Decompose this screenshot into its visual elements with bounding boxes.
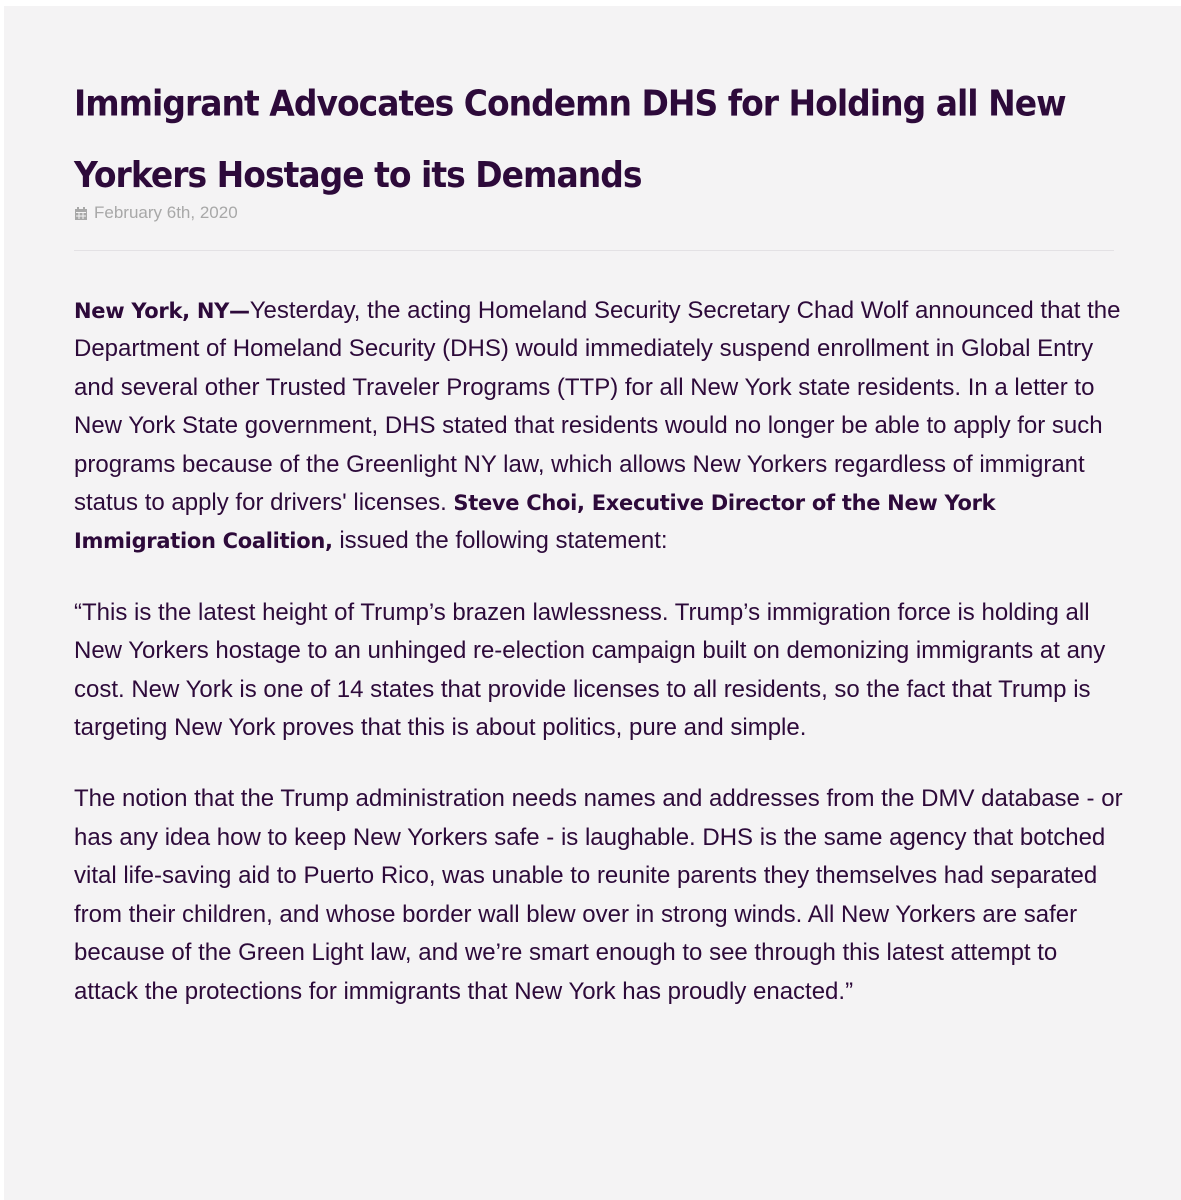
paragraph-intro	[74, 292, 1124, 561]
paragraph-quote-1: “This is the latest height of Trump’s brazen lawlessness. Trump’s immigration force is holding all New Yorkers hostage to an unhinged re-election campaign built on demonizing immigrants at any cost. New York is one of 14 states that provide licenses to all residents, so the fact that Trump is targeting New York proves that this is about politics, pure and simple.	[74, 598, 1106, 742]
header-divider	[74, 250, 1114, 251]
article-page	[4, 6, 1181, 1200]
article-date: February 6th, 2020	[94, 203, 238, 222]
dateline: New York, NY—	[74, 299, 250, 323]
paragraph-quote-2: The notion that the Trump administration needs names and addresses from the DMV database - or has any idea how to keep New Yorkers safe - is laughable. DHS is the same agency that botched vital life-saving aid to Puerto Rico, was unable to reunite parents they themselves had separated from their children, and whose border wall blew over in strong winds. All New Yorkers are safer because of the Green Light law, and we’re smart enough to see through this latest attempt to attack the protections for immigrants that New York has proudly enacted.”	[74, 785, 1123, 1005]
article-body	[74, 292, 1124, 1044]
speaker-name: Steve Choi, Executive Director of the New York Immigration Coalition,	[74, 491, 996, 554]
article-meta	[74, 203, 238, 223]
intro-text: Yesterday, the acting Homeland Security Secretary Chad Wolf announced that the Department of Homeland Security (DHS) would immediately suspend enrollment in Global Entry and several other Trusted Traveler Programs (TTP) for all New York state residents. In a letter to New York State government, DHS stated that residents would no longer be able to apply for such programs because of the Greenlight NY law, which allows New Yorkers regardless of immigrant status to apply for drivers' licenses.	[74, 297, 1121, 517]
article-title: Immigrant Advocates Condemn DHS for Holding all New Yorkers Hostage to its Demands	[74, 82, 1066, 196]
intro-text-end: issued the following statement:	[332, 527, 668, 555]
calendar-icon	[74, 206, 88, 220]
